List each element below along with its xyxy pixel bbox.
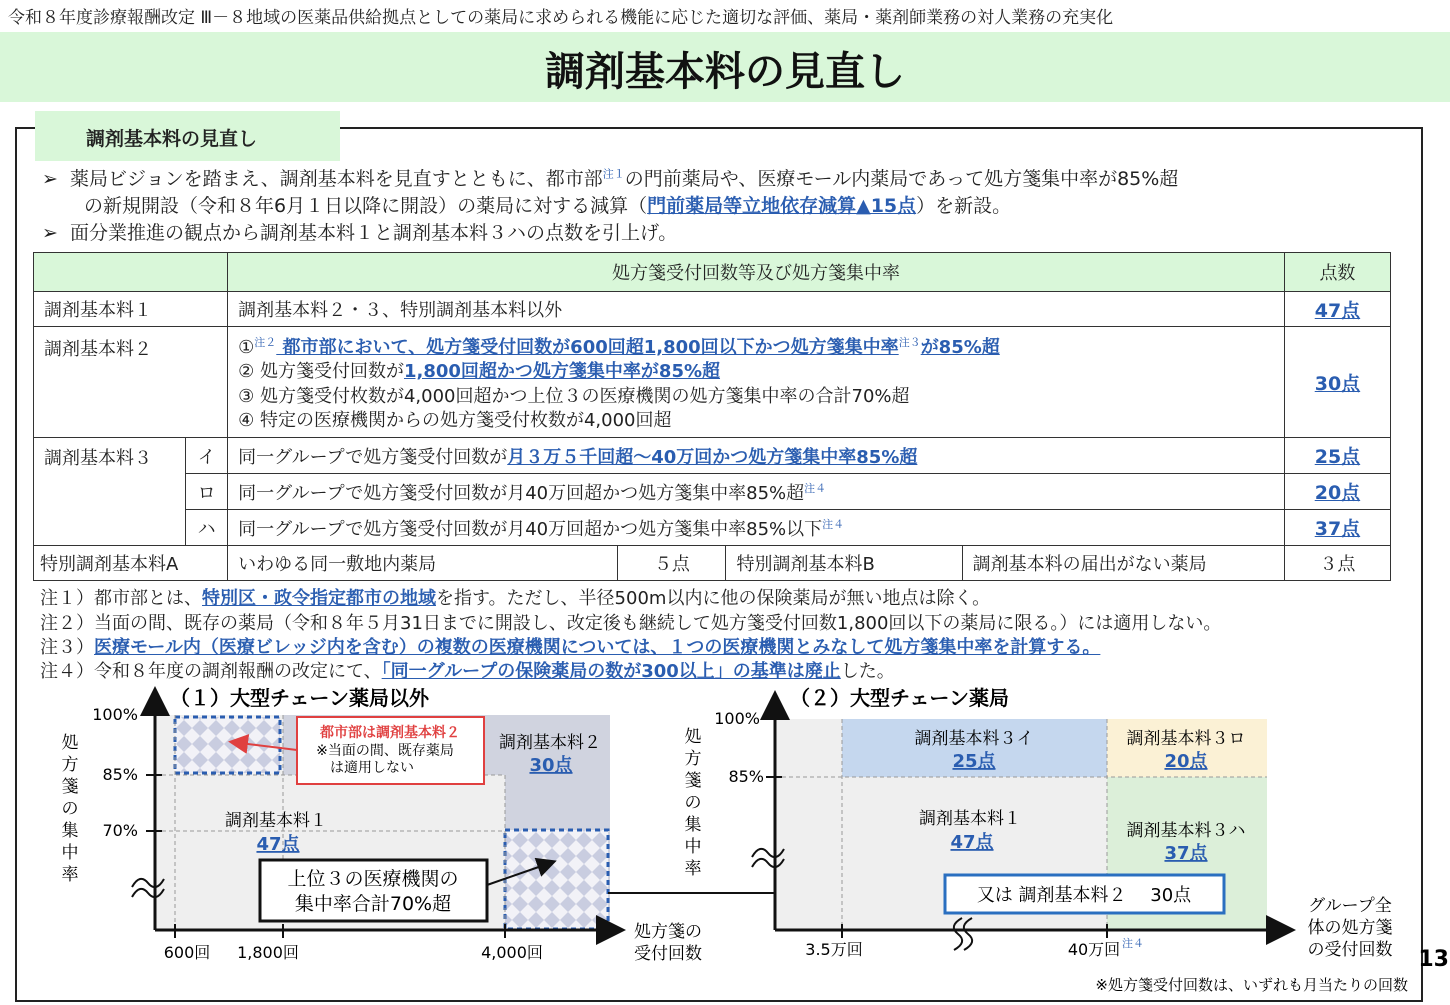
note-highlight: 医療モール内（医療ビレッジ内を含む）の複数の医療機関については、１つの医療機関とみなして処方箋集中率を計算する。 bbox=[94, 637, 1101, 658]
note-text: 注４）令和８年度の調剤報酬の改定にて、 bbox=[40, 661, 382, 682]
note-ref: 注４ bbox=[804, 481, 827, 495]
pts-header: 点数 bbox=[1284, 253, 1390, 292]
y-label: 処方箋の集中率 bbox=[61, 733, 79, 885]
row-label: 特別調剤基本料A bbox=[34, 546, 228, 581]
row-points: 37点 bbox=[1284, 510, 1390, 546]
callout-text: 集中率合計70%超 bbox=[294, 893, 452, 915]
criteria-text: ④ 特定の医療機関からの処方箋受付枚数が4,000回超 bbox=[238, 410, 672, 431]
row-desc: 調剤基本料２・３、特別調剤基本料以外 bbox=[228, 292, 1285, 327]
y-tick: 85% bbox=[102, 765, 138, 784]
bullet-arrow-icon: ➢ bbox=[42, 168, 58, 190]
zone-points: 37点 bbox=[1164, 843, 1208, 864]
row-label: 特別調剤基本料B bbox=[726, 546, 962, 581]
x-label: の受付回数 bbox=[1307, 940, 1393, 960]
x-tick: 4,000回 bbox=[481, 943, 543, 962]
item-number: ① bbox=[238, 336, 255, 358]
top3-zone bbox=[505, 830, 608, 929]
col-header: 処方箋受付回数等及び処方箋集中率 bbox=[228, 253, 1285, 292]
sub-key: ハ bbox=[186, 510, 228, 546]
bullet-1-text-b: の門前薬局や、医療モール内薬局であって処方箋集中率が85%超 bbox=[624, 168, 1179, 190]
criteria-text: ② 処方箋受付回数が bbox=[238, 361, 404, 382]
bullet-1-text-e: ）を新設。 bbox=[916, 195, 1012, 217]
note-ref: 注２ bbox=[254, 335, 277, 349]
row-points: 47点 bbox=[1284, 292, 1390, 327]
row-label: 調剤基本料３ bbox=[34, 438, 186, 546]
bullet-1-text-a: 薬局ビジョンを踏まえ、調剤基本料を見直すとともに、都市部 bbox=[70, 168, 603, 190]
page-number: 13 bbox=[1418, 947, 1449, 972]
callout-text: 上位３の医療機関の bbox=[287, 868, 459, 890]
x-label: 処方箋の bbox=[634, 922, 702, 942]
urban-note-text: ※当面の間、既存薬局 bbox=[316, 743, 454, 759]
criteria-highlight: 月３万５千回超～40万回かつ処方箋集中率85%超 bbox=[507, 446, 918, 468]
x-tick: 40万回 bbox=[1067, 940, 1121, 959]
zone-label: 調剤基本料２ bbox=[499, 733, 601, 753]
criteria-text: ③ 処方箋受付枚数が4,000回超かつ上位３の医療機関の処方箋集中率の合計70%超 bbox=[238, 385, 910, 407]
sub-key: イ bbox=[186, 438, 228, 474]
zone-label: 調剤基本料３ロ bbox=[1126, 729, 1246, 749]
zone-points: 47点 bbox=[256, 834, 300, 855]
note-text: した。 bbox=[840, 661, 895, 682]
note-text: 注１）都市部とは、 bbox=[40, 588, 202, 609]
section-subtitle: 調剤基本料の見直し bbox=[86, 128, 258, 150]
y-tick: 100% bbox=[714, 709, 760, 728]
row-desc: いわゆる同一敷地内薬局 bbox=[228, 546, 618, 581]
zone-label: 調剤基本料１ bbox=[225, 811, 327, 831]
y-tick: 70% bbox=[102, 821, 138, 840]
criteria-highlight: が85%超 bbox=[920, 336, 1000, 358]
urban-note-title: 都市部は調剤基本料２ bbox=[320, 725, 460, 741]
footnote: ※処方箋受付回数は、いずれも月当たりの回数 bbox=[1095, 976, 1408, 994]
note-2: 注２）当面の間、既存の薬局（令和８年５月31日までに開設し、改定後も継続して処方箋受付回数1,800回以下の薬局に限る。）には適用しない。 bbox=[40, 613, 1222, 634]
row-label: 調剤基本料１ bbox=[34, 292, 228, 327]
criteria-text: 同一グループで処方箋受付回数が月40万回超かつ処方箋集中率85%以下 bbox=[238, 518, 823, 540]
zone-points: 47点 bbox=[950, 832, 994, 853]
zone-points: 20点 bbox=[1164, 751, 1208, 772]
diagram1-title: （１）大型チェーン薬局以外 bbox=[170, 686, 429, 710]
y-tick: 85% bbox=[728, 767, 764, 786]
reduction-highlight: 門前薬局等立地依存減算▲15点 bbox=[647, 195, 917, 217]
bullet-2-text: 面分業推進の観点から調剤基本料１と調剤基本料３ハの点数を引上げ。 bbox=[70, 222, 678, 244]
row-points: ５点 bbox=[618, 546, 726, 581]
y-label: 処方箋の集中率 bbox=[684, 727, 702, 879]
x-tick: 1,800回 bbox=[237, 943, 299, 962]
row-desc: 調剤基本料の届出がない薬局 bbox=[962, 546, 1284, 581]
alt-kihon2-text: 又は 調剤基本料２ 30点 bbox=[976, 885, 1192, 906]
row-points: 25点 bbox=[1284, 438, 1390, 474]
row-label: 調剤基本料２ bbox=[34, 327, 228, 438]
criteria-text: 同一グループで処方箋受付回数が月40万回超かつ処方箋集中率85%超 bbox=[238, 482, 805, 504]
zone-label: 調剤基本料３イ bbox=[914, 729, 1034, 749]
criteria-highlight: 都市部において、処方箋受付回数が600回超1,800回以下かつ処方箋集中率 bbox=[276, 336, 899, 358]
row-points: 20点 bbox=[1284, 474, 1390, 510]
x-label: 体の処方箋 bbox=[1307, 918, 1393, 938]
criteria-text: 同一グループで処方箋受付回数が bbox=[238, 446, 508, 468]
x-label: 受付回数 bbox=[634, 944, 702, 964]
bullet-arrow-icon: ➢ bbox=[42, 222, 58, 244]
zone-points: 30点 bbox=[529, 755, 573, 776]
slide-header: 令和８年度診療報酬改定 Ⅲ－８地域の医薬品供給拠点としての薬局に求められる機能に応じた適切な評価、薬局・薬剤師業務の対人業務の充実化 bbox=[8, 8, 1114, 28]
x-label: グループ全 bbox=[1308, 896, 1392, 916]
zone-label: 調剤基本料３ハ bbox=[1126, 821, 1246, 841]
note-highlight: 特別区・政令指定都市の地域 bbox=[202, 588, 436, 609]
note-text: 注３） bbox=[40, 637, 94, 658]
urban-note-text: は適用しない bbox=[330, 760, 414, 776]
note-ref: 注４ bbox=[822, 517, 845, 531]
zone-label: 調剤基本料１ bbox=[919, 809, 1021, 829]
note-ref: 注４ bbox=[1122, 937, 1144, 950]
sub-key: ロ bbox=[186, 474, 228, 510]
note-ref: 注１ bbox=[602, 167, 625, 181]
x-tick: 3.5万回 bbox=[805, 940, 863, 959]
note-highlight: 「同一グループの保険薬局の数が300以上」の基準は廃止 bbox=[381, 661, 841, 682]
note-text: を指す。ただし、半径500m以内に他の保険薬局が無い地点は除く。 bbox=[436, 588, 991, 609]
row-points: 30点 bbox=[1284, 327, 1390, 438]
zone-points: 25点 bbox=[952, 751, 996, 772]
bullet-1-text-c: の新規開設（令和８年6月１日以降に開設）の薬局に対する減算（ bbox=[84, 195, 648, 217]
diagram2-title: （２）大型チェーン薬局 bbox=[790, 686, 1009, 710]
note-ref: 注３ bbox=[898, 335, 921, 349]
y-tick: 100% bbox=[92, 705, 138, 724]
criteria-highlight: 1,800回超かつ処方箋集中率が85%超 bbox=[403, 361, 721, 382]
row-points: ３点 bbox=[1284, 546, 1390, 581]
x-tick: 600回 bbox=[163, 943, 211, 962]
page-title: 調剤基本料の見直し bbox=[545, 49, 905, 95]
